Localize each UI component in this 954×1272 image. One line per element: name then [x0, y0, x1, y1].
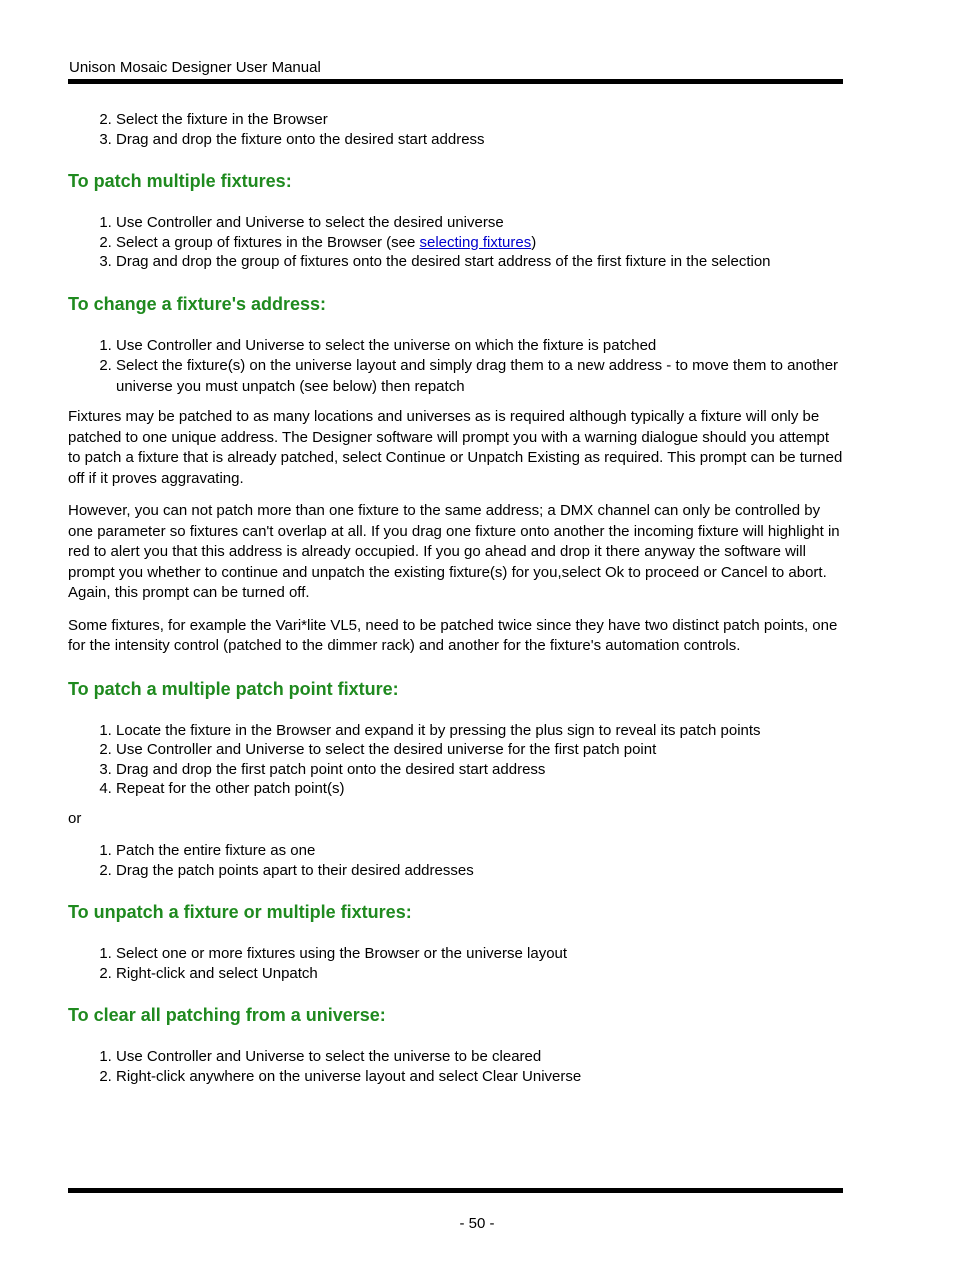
step-text: Select a group of fixtures in the Browser (see — [116, 233, 420, 251]
step-text: ) — [531, 233, 537, 251]
multipoint-steps — [68, 721, 844, 799]
list-item: 2. Use Controller and Universe to select the desired universe for the first patch point — [116, 740, 844, 760]
list-item: 2. Select the fixture in the Browser — [116, 110, 844, 130]
clear-universe-steps — [68, 1047, 844, 1086]
selecting-fixtures-link[interactable]: selecting fixtures — [419, 233, 532, 251]
list-item: 2. Select the fixture(s) on the universe layout and simply drag them to a new address - to move them to another universe you must unpatch (see below) then repatch — [116, 355, 844, 397]
list-item: 1. Select one or more fixtures using the Browser or the universe layout — [116, 944, 844, 964]
list-item: 1. Use Controller and Universe to select the universe on which the fixture is patched — [116, 336, 844, 356]
page-number: - 50 - — [459, 1215, 495, 1232]
list-item: 4. Repeat for the other patch point(s) — [116, 779, 844, 799]
list-item: 1. Patch the entire fixture as one — [116, 841, 844, 861]
patch-multiple-steps — [68, 213, 844, 272]
paragraph-twice-patched: Some fixtures, for example the Vari*lite VL5, need to be patched twice since they have two distinct patch points, one for the intensity control (patched to the dimmer rack) and another for the fixture's automation controls. — [68, 616, 838, 654]
list-item: 1. Use Controller and Universe to select the universe to be cleared — [116, 1047, 844, 1067]
list-item: 1. Use Controller and Universe to select the desired universe — [116, 213, 844, 233]
multipoint-alt-steps — [68, 841, 844, 880]
list-item: 2. Right-click and select Unpatch — [116, 964, 844, 984]
footer-rule — [68, 1188, 843, 1193]
list-item: 1. Locate the fixture in the Browser and expand it by pressing the plus sign to reveal its patch points — [116, 721, 844, 741]
list-item: 3. Drag and drop the fixture onto the desired start address — [116, 130, 844, 150]
or-separator: or — [68, 809, 82, 827]
heading-clear-universe: To clear all patching from a universe: — [68, 1005, 386, 1025]
unpatch-steps — [68, 944, 844, 983]
paragraph-patch-locations: Fixtures may be patched to as many locations and universes as is required although typically a fixture will only be patched to one unique address. The Designer software will prompt you with a warning dialogue should you attempt to patch a fixture that is already patched, select Continue or Unpatch Existing as required. This prompt can be turned off if it proves aggravating. — [68, 408, 843, 487]
heading-change-address: To change a fixture's address: — [68, 293, 327, 314]
running-header: Unison Mosaic Designer User Manual — [69, 59, 321, 76]
list-item: 2. Right-click anywhere on the universe layout and select Clear Universe — [116, 1067, 844, 1087]
list-item: 2. Drag the patch points apart to their desired addresses — [116, 861, 844, 881]
list-item — [116, 233, 844, 253]
heading-multipoint: To patch a multiple patch point fixture: — [68, 678, 399, 699]
heading-patch-multiple: To patch multiple fixtures: — [68, 171, 292, 191]
change-address-steps — [68, 336, 844, 398]
paragraph-address-overlap: However, you can not patch more than one fixture to the same address; a DMX channel can only be controlled by one parameter so fixtures can't overlap at all. If you drag one fixture onto another the incoming fixture will highlight in red to alert you that this address is already occupied. If you go ahead and drop it there anyway the software will prompt you whether to continue and unpatch the existing fixture(s) for you,select Ok to proceed or Cancel to abort. Again, this prompt can be turned off. — [68, 502, 840, 601]
list-item: 3. Drag and drop the group of fixtures onto the desired start address of the first fixture in the selection — [116, 252, 844, 272]
intro-step-list — [68, 110, 844, 149]
heading-unpatch: To unpatch a fixture or multiple fixtures: — [68, 902, 412, 922]
list-item: 3. Drag and drop the first patch point onto the desired start address — [116, 760, 844, 780]
page-content — [68, 110, 844, 1086]
header-rule — [68, 79, 843, 84]
